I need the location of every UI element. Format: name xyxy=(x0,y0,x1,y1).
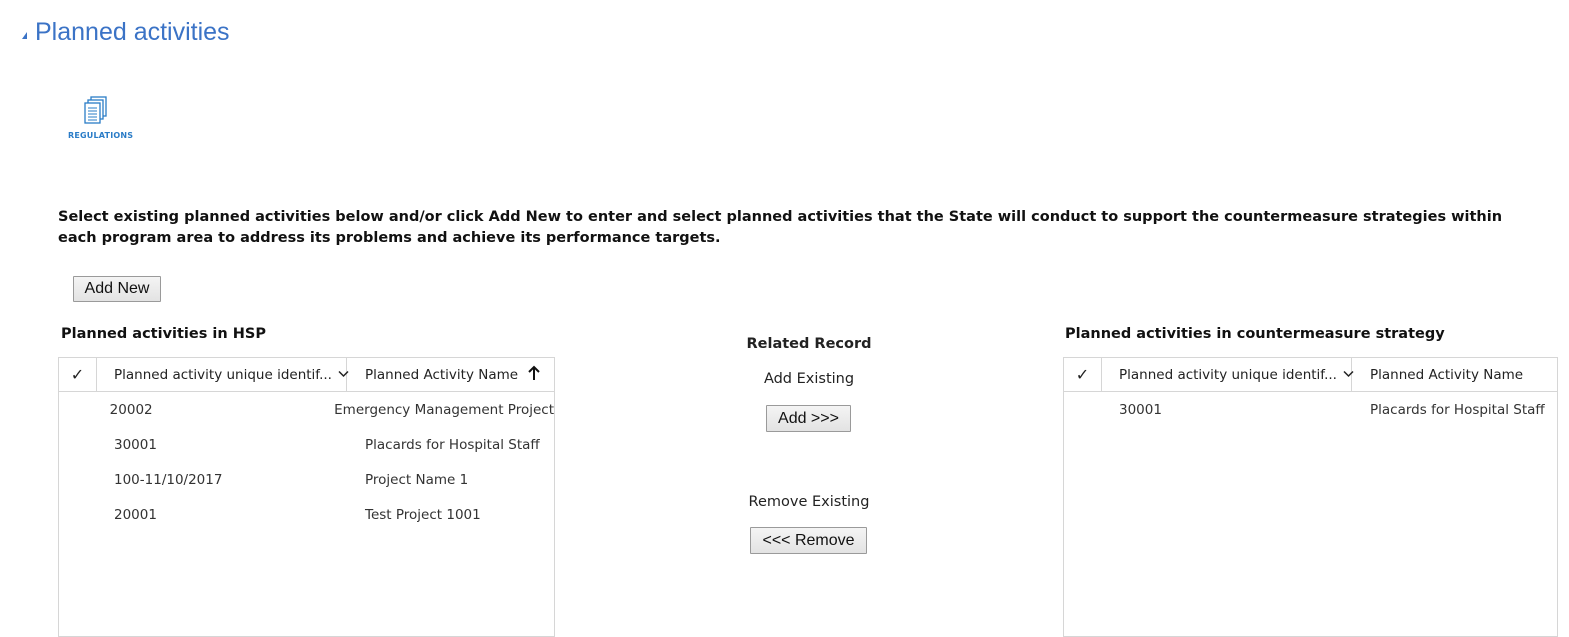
grid-header xyxy=(1064,358,1557,392)
table-row[interactable] xyxy=(1064,392,1557,427)
sort-ascending-icon[interactable] xyxy=(528,365,540,385)
section-title: Planned activities xyxy=(35,17,230,46)
column-header-name[interactable]: Planned Activity Name xyxy=(347,358,554,391)
select-all-checkbox[interactable] xyxy=(59,358,97,391)
checkmark-icon: ✓ xyxy=(70,365,85,384)
remove-existing-label: Remove Existing xyxy=(748,494,870,510)
remove-existing-button[interactable]: <<< Remove xyxy=(750,527,867,554)
cell-id: 100-11/10/2017 xyxy=(114,471,223,488)
cell-id: 30001 xyxy=(114,436,157,453)
column-header-id[interactable]: Planned activity unique identif... xyxy=(1102,358,1352,391)
table-row[interactable] xyxy=(59,392,554,427)
regulations-button[interactable] xyxy=(68,96,134,144)
add-existing-button[interactable]: Add >>> xyxy=(766,405,851,432)
cell-id: 20001 xyxy=(114,506,157,523)
cell-id: 30001 xyxy=(1119,401,1162,418)
documents-stack-icon xyxy=(83,96,109,126)
cell-name: Placards for Hospital Staff xyxy=(365,436,540,453)
related-record-title: Related Record xyxy=(746,336,872,352)
right-panel-title: Planned activities in countermeasure strategy xyxy=(1065,326,1445,342)
section-toggle[interactable] xyxy=(22,14,230,50)
regulations-label: REGULATIONS xyxy=(68,131,134,140)
instructions-text: Select existing planned activities below and/or click Add New to enter and select planned activities that the State will conduct to support the countermeasure strategies within each program area to address its problems and achieve its performance targets. xyxy=(58,209,1503,246)
cell-name: Test Project 1001 xyxy=(365,506,481,523)
select-all-checkbox[interactable] xyxy=(1064,358,1102,391)
table-row[interactable] xyxy=(59,462,554,497)
hsp-activities-grid xyxy=(58,357,555,637)
left-panel-title: Planned activities in HSP xyxy=(61,326,266,342)
column-header-id[interactable]: Planned activity unique identif... xyxy=(97,358,347,391)
countermeasure-activities-grid xyxy=(1063,357,1558,637)
column-header-name[interactable]: Planned Activity Name xyxy=(1370,366,1524,383)
table-row[interactable] xyxy=(59,497,554,532)
collapse-triangle-icon xyxy=(22,32,27,39)
grid-header xyxy=(59,358,554,392)
add-existing-label: Add Existing xyxy=(763,371,855,387)
cell-name: Placards for Hospital Staff xyxy=(1370,401,1545,418)
table-row[interactable] xyxy=(59,427,554,462)
add-new-button[interactable]: Add New xyxy=(73,276,161,302)
cell-id: 20002 xyxy=(109,401,153,418)
checkmark-icon: ✓ xyxy=(1075,365,1090,384)
cell-name: Emergency Management Project xyxy=(334,401,554,418)
cell-name: Project Name 1 xyxy=(365,471,469,488)
